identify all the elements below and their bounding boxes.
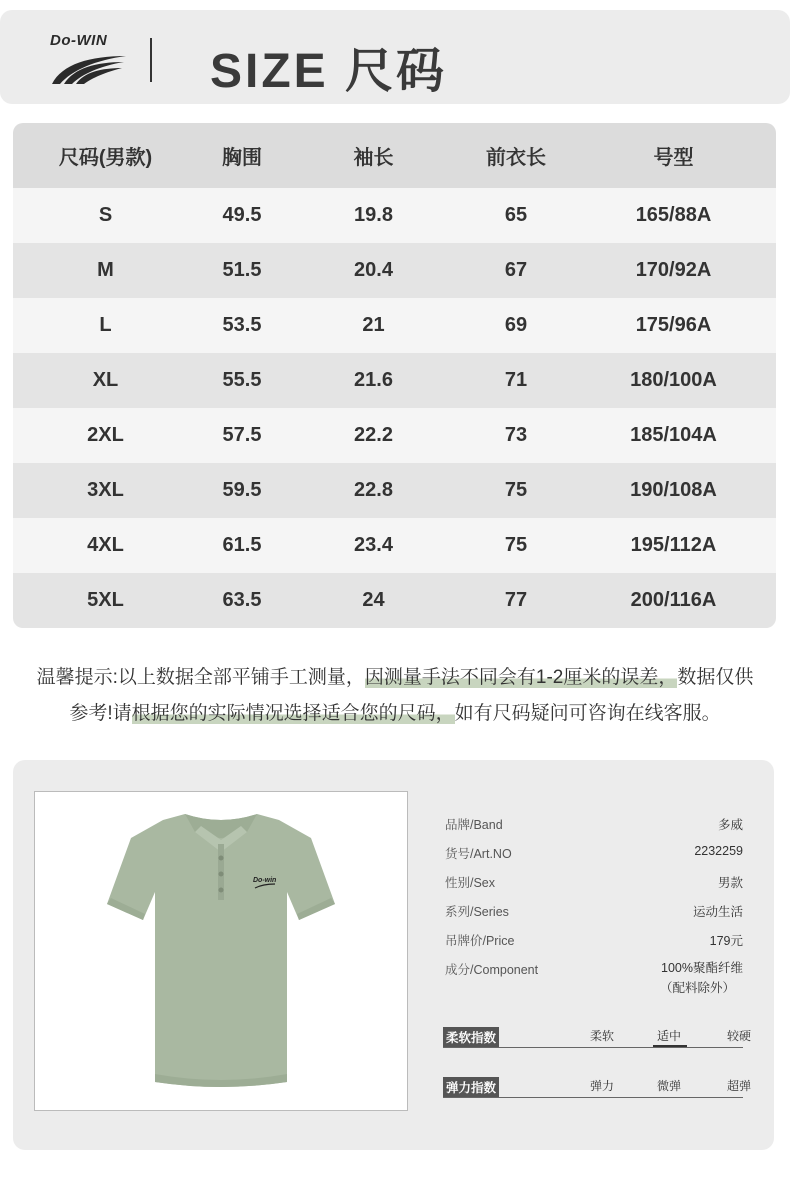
size-chart-table — [13, 123, 776, 628]
softness-scale — [443, 1025, 752, 1048]
column-header-chest: 胸围 — [222, 147, 262, 169]
column-header-front-length: 前衣长 — [486, 147, 546, 169]
brand-logo — [50, 32, 130, 88]
spec-label: 吊牌价/Price — [445, 934, 515, 948]
cell-fit-code: 185/104A — [630, 424, 717, 446]
spec-label: 成分/Component — [445, 963, 539, 977]
softness-selected-marker — [653, 1045, 687, 1047]
notice-highlight: 因测量手法不同会有1-2厘米的误差， — [364, 667, 678, 688]
notice-highlight: 根据您的实际情况选择适合您的尺码， — [131, 703, 455, 724]
logo-swoosh-icon — [50, 52, 128, 86]
header-divider — [150, 38, 152, 82]
chest-logo: Do-win — [253, 877, 277, 884]
cell-size: M — [97, 259, 114, 281]
cell-size: S — [98, 204, 113, 226]
cell-front-length: 71 — [504, 369, 528, 391]
polo-shirt-image — [35, 792, 407, 1110]
cell-size: 2XL — [87, 424, 124, 446]
spec-value-note: （配料除外） — [659, 981, 735, 995]
product-photo — [34, 791, 408, 1111]
cell-fit-code: 175/96A — [635, 314, 712, 336]
cell-chest: 49.5 — [222, 204, 262, 226]
spec-label: 品牌/Band — [445, 818, 503, 832]
table-row — [13, 518, 776, 573]
cell-front-length: 75 — [504, 479, 528, 501]
cell-size: 5XL — [87, 589, 124, 611]
cell-front-length: 73 — [504, 424, 528, 446]
cell-chest: 57.5 — [222, 424, 262, 446]
cell-front-length: 67 — [504, 259, 528, 281]
cell-chest: 61.5 — [222, 534, 262, 556]
column-header-fit-code: 号型 — [653, 147, 694, 169]
header-banner — [0, 10, 790, 104]
cell-front-length: 69 — [504, 314, 528, 336]
spec-value: 男款 — [717, 876, 743, 890]
elasticity-scale — [443, 1075, 752, 1098]
cell-size: 3XL — [87, 479, 124, 501]
table-header-row — [13, 123, 776, 188]
cell-fit-code: 190/108A — [630, 479, 717, 501]
notice-text: 如有尺码疑问可咨询在线客服。 — [454, 703, 721, 724]
spec-value: 运动生活 — [692, 905, 743, 919]
spec-value: 100%聚酯纤维 — [661, 961, 743, 975]
cell-fit-code: 180/100A — [630, 369, 717, 391]
elasticity-option: 超弹 — [727, 1079, 752, 1093]
table-row — [13, 408, 776, 463]
table-row — [13, 298, 776, 353]
cell-size: XL — [92, 369, 119, 391]
cell-sleeve: 23.4 — [354, 534, 393, 556]
cell-fit-code: 200/116A — [630, 589, 717, 611]
product-info-card — [13, 760, 774, 1150]
elasticity-option: 弹力 — [590, 1079, 615, 1093]
cell-front-length: 65 — [504, 204, 528, 226]
measurement-notice — [0, 660, 790, 732]
cell-size: L — [99, 314, 112, 336]
cell-sleeve: 22.8 — [354, 479, 393, 501]
cell-sleeve: 24 — [362, 589, 385, 611]
cell-front-length: 75 — [504, 534, 528, 556]
column-header-sleeve: 袖长 — [353, 147, 394, 169]
table-row — [13, 573, 776, 628]
elasticity-label: 弹力指数 — [443, 1077, 499, 1097]
cell-sleeve: 21.6 — [354, 369, 393, 391]
cell-chest: 55.5 — [222, 369, 262, 391]
spec-label: 系列/Series — [445, 905, 509, 919]
notice-text: 数据仅供 — [677, 667, 754, 688]
logo-text: Do-WIN — [50, 32, 108, 49]
cell-fit-code: 170/92A — [635, 259, 712, 281]
elasticity-option: 微弹 — [657, 1079, 682, 1093]
table-row — [13, 463, 776, 518]
table-row — [13, 353, 776, 408]
cell-chest: 51.5 — [222, 259, 262, 281]
cell-sleeve: 19.8 — [354, 204, 393, 226]
notice-line-2 — [0, 696, 790, 732]
spec-value: 2232259 — [694, 844, 743, 858]
spec-label: 货号/Art.NO — [445, 847, 512, 861]
cell-chest: 53.5 — [222, 314, 262, 336]
table-row — [13, 243, 776, 298]
cell-chest: 59.5 — [222, 479, 262, 501]
notice-line-1 — [0, 660, 790, 696]
spec-value: 多威 — [717, 818, 743, 832]
column-header-size: 尺码(男款) — [58, 147, 153, 169]
cell-fit-code: 165/88A — [635, 204, 712, 226]
spec-label: 性别/Sex — [445, 876, 496, 890]
cell-chest: 63.5 — [222, 589, 262, 611]
cell-front-length: 77 — [504, 589, 528, 611]
notice-text: 参考!请 — [69, 703, 132, 724]
softness-label: 柔软指数 — [443, 1027, 499, 1047]
cell-sleeve: 21 — [362, 314, 385, 336]
table-row — [13, 188, 776, 243]
cell-fit-code: 195/112A — [630, 534, 717, 556]
softness-option-selected: 适中 — [657, 1029, 682, 1043]
cell-sleeve: 22.2 — [354, 424, 393, 446]
page-title: SIZE 尺码 — [210, 45, 448, 98]
cell-sleeve: 20.4 — [354, 259, 393, 281]
spec-value: 179元 — [709, 934, 743, 948]
cell-size: 4XL — [87, 534, 124, 556]
notice-text: 温馨提示:以上数据全部平铺手工测量， — [36, 667, 365, 688]
softness-option: 柔软 — [590, 1029, 615, 1043]
softness-option: 较硬 — [727, 1029, 752, 1043]
